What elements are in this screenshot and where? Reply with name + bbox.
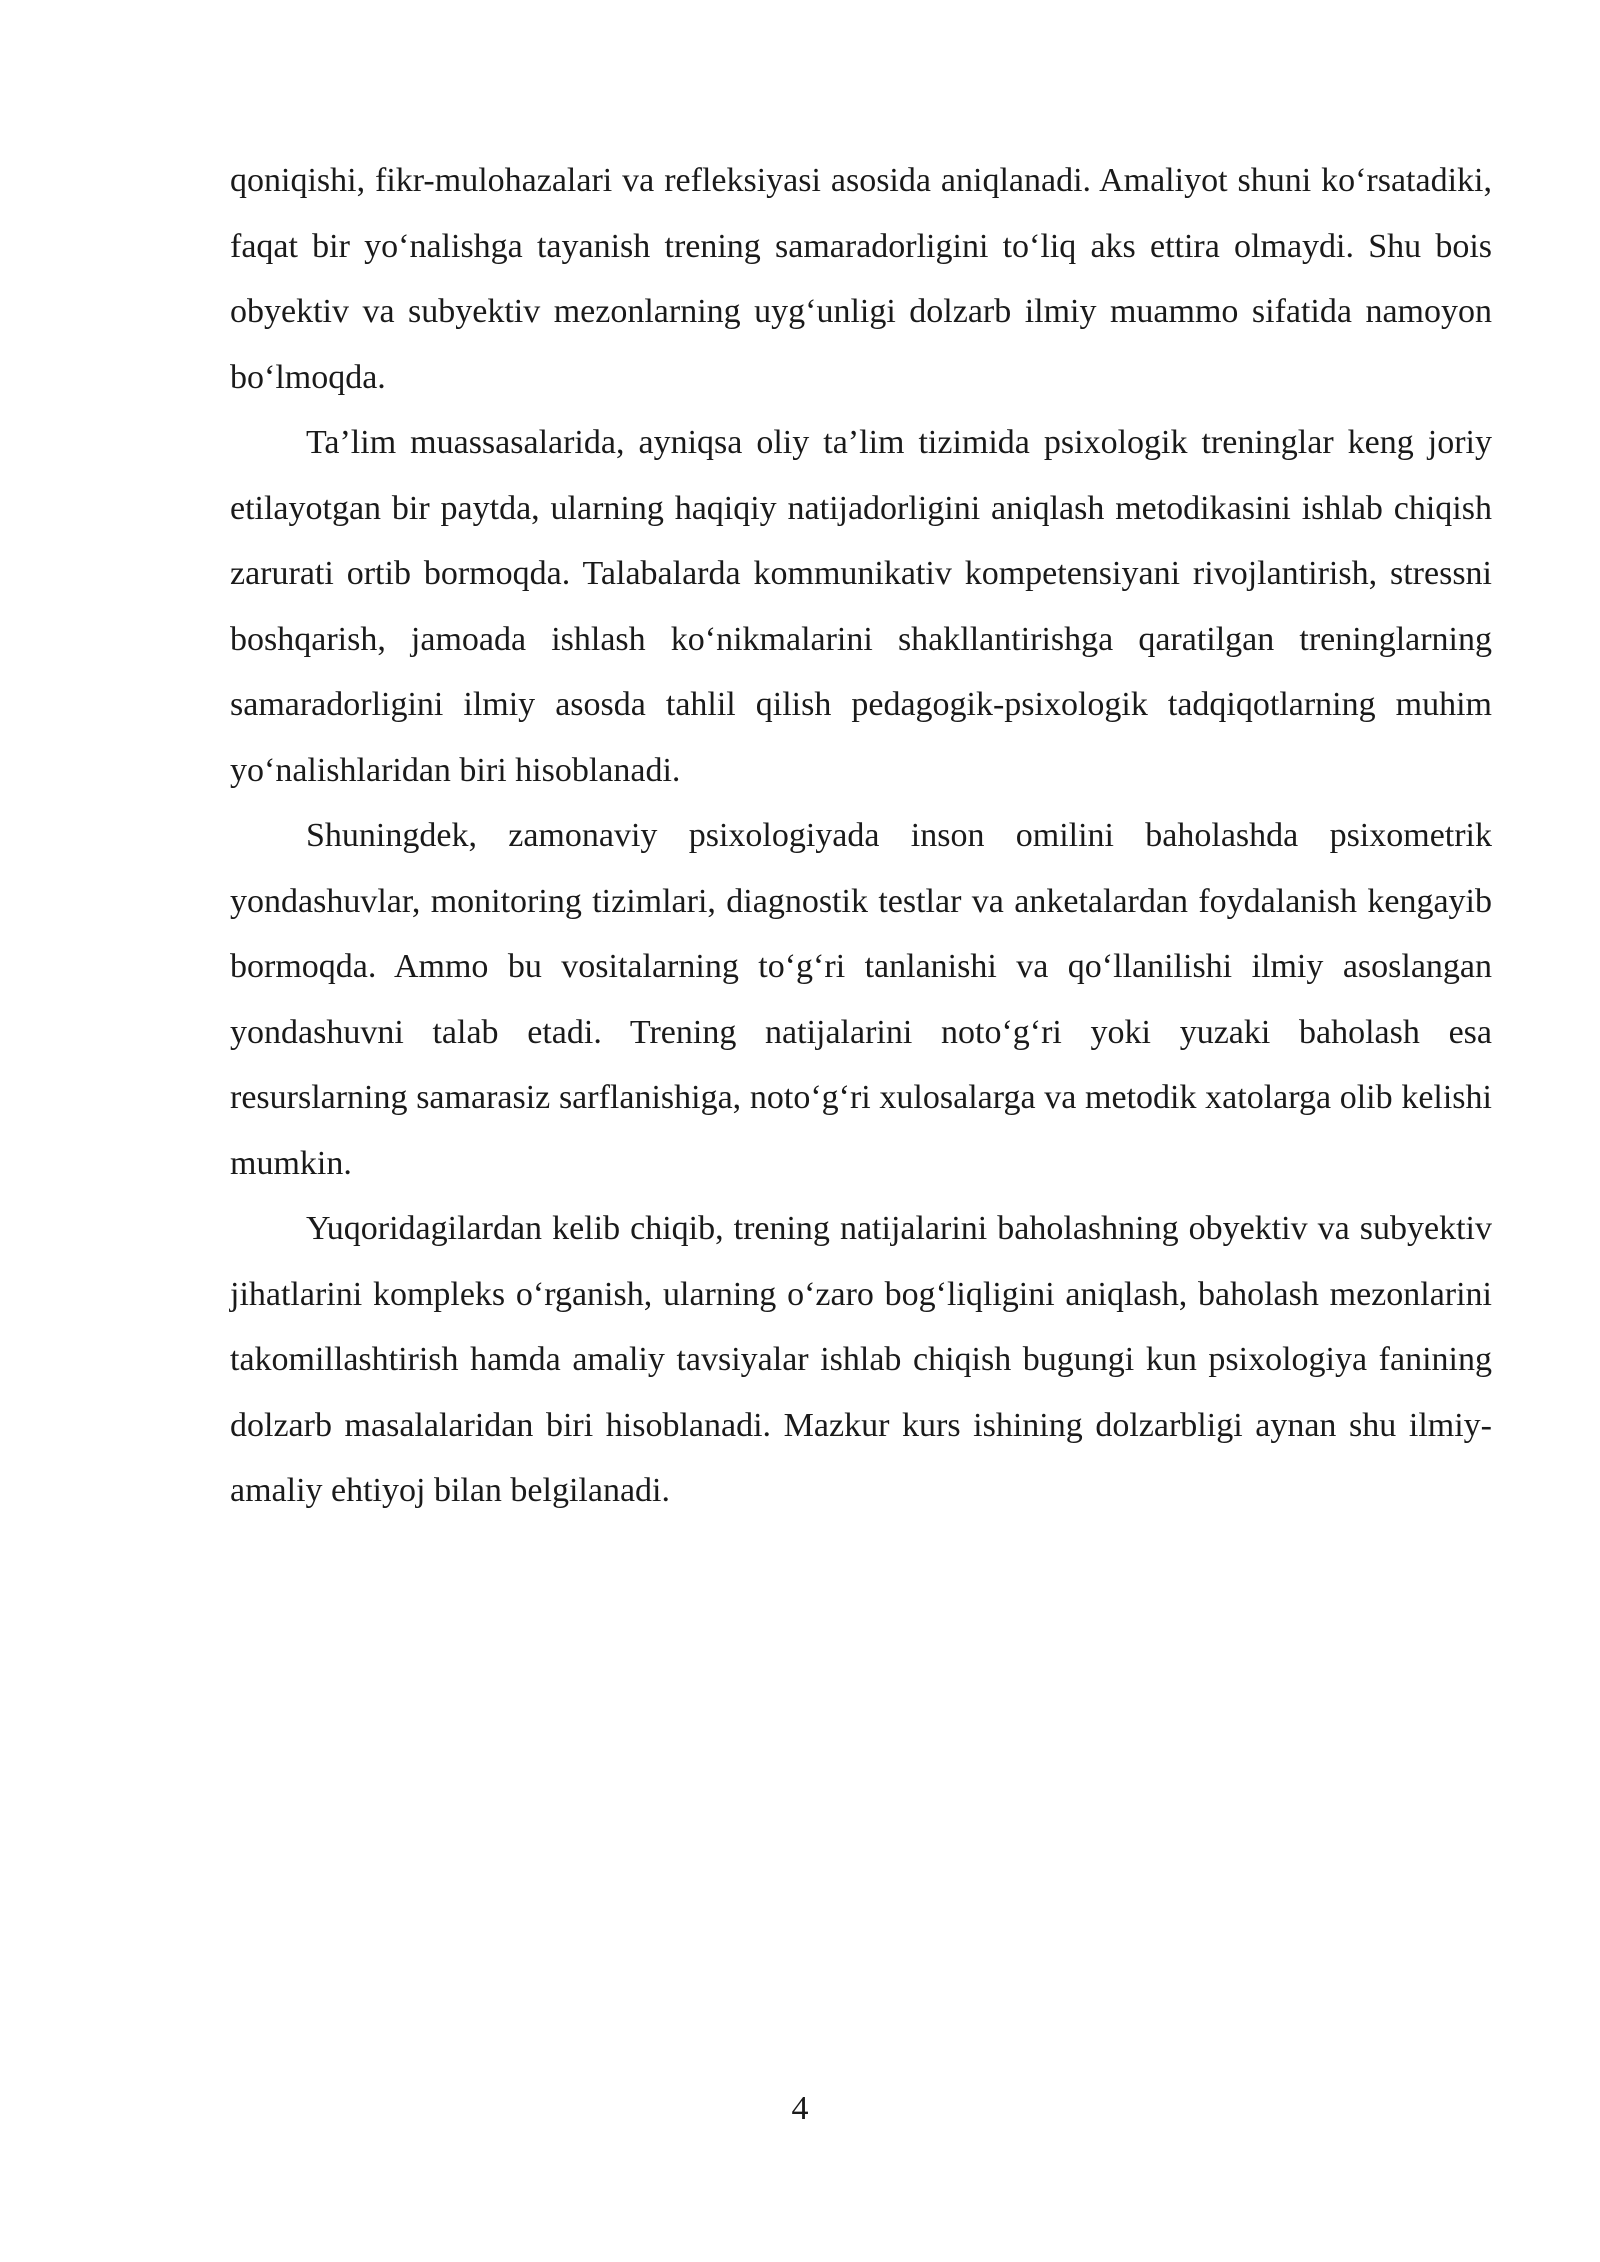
paragraph-continuation: qoniqishi, fikr-mulohazalari va refleksiyasi asosida aniqlanadi. Amaliyot shuni ko‘rsatadiki, faqat bir yo‘nalishga tayanish trening samaradorligini to‘liq aks ettira olmaydi. Shu bois obyektiv va subyektiv mezonlarning uyg‘unligi dolzarb ilmiy muammo sifatida namoyon bo‘lmoqda. <box>230 162 1492 396</box>
page-number: 4 <box>791 2090 809 2127</box>
body-text <box>230 148 1492 1524</box>
paragraph: Yuqoridagilardan kelib chiqib, trening natijalarini baholashning obyektiv va subyektiv jihatlarini kompleks o‘rganish, ularning o‘zaro bog‘liqligini aniqlash, baholash mezonlarini takomillashtirish hamda amaliy tavsiyalar ishlab chiqish bugungi kun psixologiya fanining dolzarb masalalaridan biri hisoblanadi. Mazkur kurs ishining dolzarbligi aynan shu ilmiy-amaliy ehtiyoj bilan belgilanadi. <box>230 1210 1492 1509</box>
paragraph: Ta’lim muassasalarida, ayniqsa oliy ta’lim tizimida psixologik treninglar keng joriy etilayotgan bir paytda, ularning haqiqiy natijadorligini aniqlash metodikasini ishlab chiqish zarurati ortib bormoqda. Talabalarda kommunikativ kompetensiyani rivojlantirish, stressni boshqarish, jamoada ishlash ko‘nikmalarini shakllantirishga qaratilgan treninglarning samaradorligini ilmiy asosda tahlil qilish pedagogik-psixologik tadqiqotlarning muhim yo‘nalishlaridan biri hisoblanadi. <box>230 424 1492 789</box>
paragraph: Shuningdek, zamonaviy psixologiyada inson omilini baholashda psixometrik yondashuvlar, monitoring tizimlari, diagnostik testlar va anketalardan foydalanish kengayib bormoqda. Ammo bu vositalarning to‘g‘ri tanlanishi va qo‘llanilishi ilmiy asoslangan yondashuvni talab etadi. Trening natijalarini noto‘g‘ri yoki yuzaki baholash esa resurslarning samarasiz sarflanishiga, noto‘g‘ri xulosalarga va metodik xatolarga olib kelishi mumkin. <box>230 817 1492 1182</box>
